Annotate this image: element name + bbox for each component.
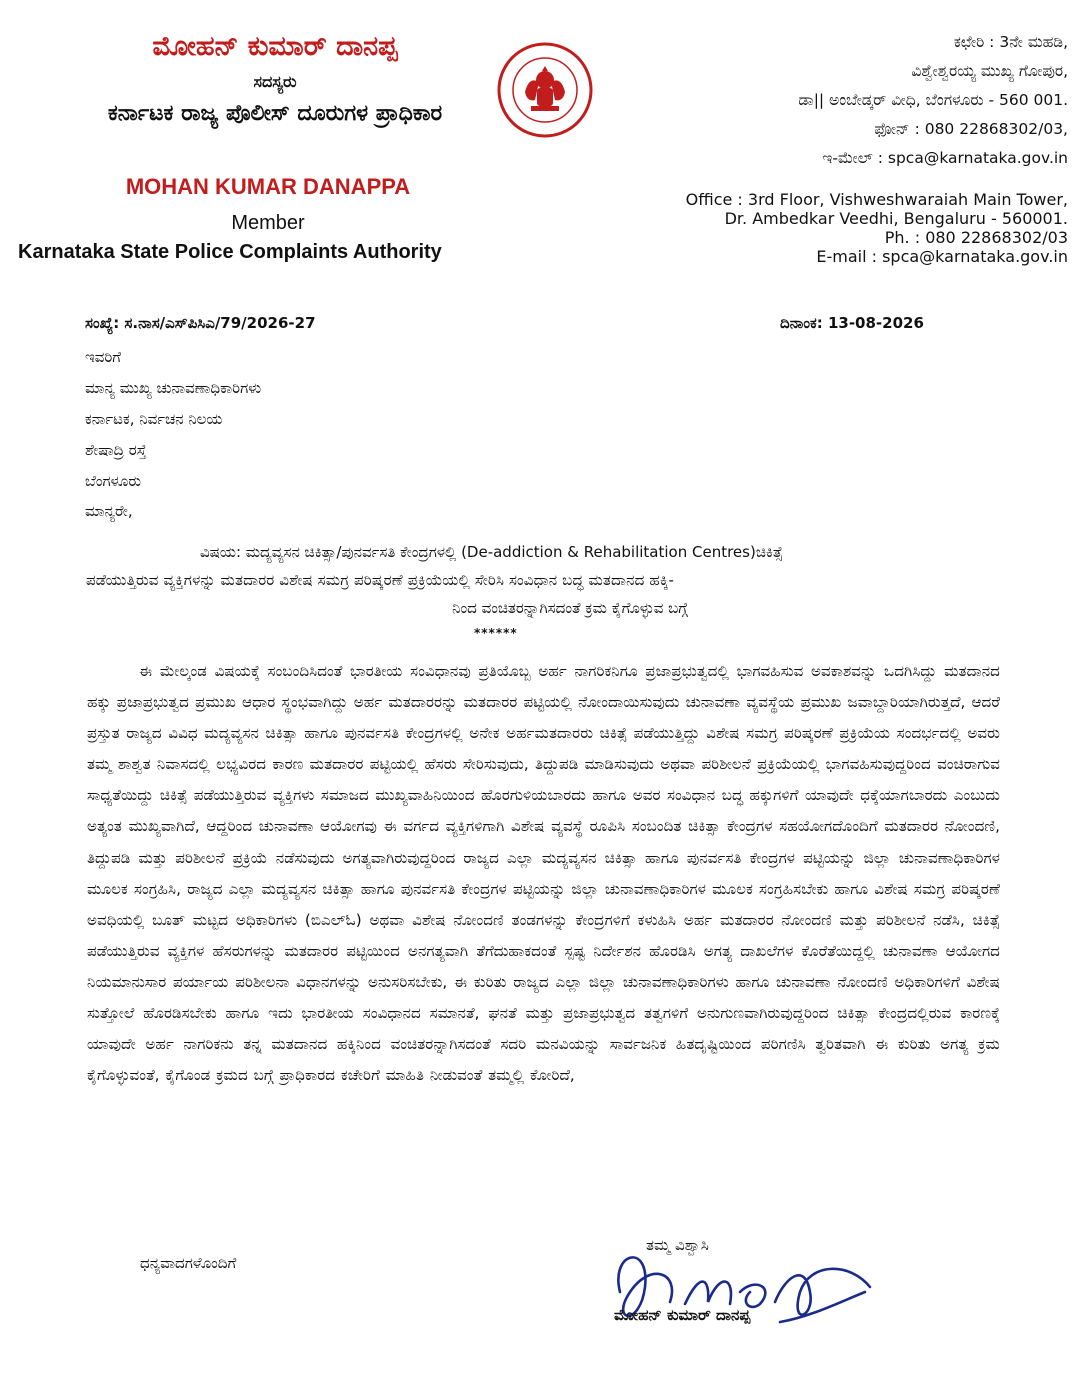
address-line: Dr. Ambedkar Veedhi, Bengaluru - 560001.: [724, 209, 1068, 228]
subject-line: ನಿಂದ ವಂಚಿತರನ್ನಾಗಿಸದಂತೆ ಕ್ರಮ ಕೈಗೊಳ್ಳುವ ಬಗ್ಗೆ: [452, 599, 688, 617]
member-name-kannada: ಮೋಹನ್ ಕುಮಾರ್ ದಾನಪ್ಪ: [152, 31, 398, 62]
email-line: E-mail : spca@karnataka.gov.in: [816, 247, 1068, 266]
email-line: ಇ-ಮೇಲ್ : spca@karnataka.gov.in: [822, 149, 1068, 167]
karnataka-emblem-icon: [495, 40, 595, 140]
phone-line: Ph. : 080 22868302/03: [884, 228, 1068, 247]
signature-icon: [590, 1232, 890, 1352]
address-line: ವಿಶ್ವೇಶ್ವರಯ್ಯ ಮುಖ್ಯ ಗೋಪುರ,: [911, 62, 1068, 80]
recipient-line: ಮಾನ್ಯ ಮುಖ್ಯ ಚುನಾವಣಾಧಿಕಾರಿಗಳು: [85, 379, 262, 397]
address-line: ಕಛೇರಿ : 3ನೇ ಮಹಡಿ,: [953, 33, 1068, 51]
closing-yours: ತಮ್ಮ ವಿಶ್ವಾಸಿ: [646, 1236, 709, 1254]
subject-line: ವಿಷಯ: ಮದ್ಯವ್ಯಸನ ಚಿಕಿತ್ಸಾ/ಪುನರ್ವಸತಿ ಕೇಂದ್ರಗಳಲ್ಲಿ (De-addiction & Rehabilitation Centres)ಚಿಕಿತ್ಸೆ: [200, 543, 783, 561]
letter-body: ಈ ಮೇಲ್ಕಂಡ ವಿಷಯಕ್ಕೆ ಸಂಬಂದಿಸಿದಂತೆ ಭಾರತೀಯ ಸಂವಿಧಾನವು ಪ್ರತಿಯೊಬ್ಬ ಅರ್ಹ ನಾಗರಿಕನಿಗೂ ಪ್ರಜಾಪ್ರಭುತ್ವದಲ್ಲಿ ಭಾಗವಹಿಸುವ ಅವಕಾಶವನ್ನು ಒದಗಿಸಿದ್ದು ಮತದಾನದ ಹಕ್ಕು ಪ್ರಜಾಪ್ರಭುತ್ವದ ಪ್ರಮುಖ ಆಧಾರ ಸ್ಥಂಭವಾಗಿದ್ದು ಅರ್ಹ ಮತದಾರರನ್ನು ಮತದಾರರ ಪಟ್ಟಿಯಲ್ಲಿ ನೋಂದಾಯಿಸುವುದು ಚುನಾವಣಾ ವ್ಯವಸ್ಥೆಯ ಪ್ರಮುಖ ಜವಾಬ್ದಾರಿಯಾಗಿರುತ್ತದೆ, ಆದರೆ ಪ್ರಸ್ತುತ ರಾಜ್ಯದ ವಿವಿಧ ಮದ್ಯವ್ಯಸನ ಚಿಕಿತ್ಸಾ ಹಾಗೂ ಪುನರ್ವಸತಿ ಕೇಂದ್ರಗಳಲ್ಲಿ ಅನೇಕ ಅರ್ಹಮತದಾರರು ಚಿಕಿತ್ಸೆ ಪಡೆಯುತ್ತಿದ್ದು ವಿಶೇಷ ಸಮಗ್ರ ಪರಿಷ್ಕರಣೆ ಪ್ರಕ್ರಿಯೆಯ ಸಂದರ್ಭದಲ್ಲಿ ಅವರು ತಮ್ಮ ಶಾಶ್ವತ ನಿವಾಸದಲ್ಲಿ ಲಭ್ಯವಿರದ ಕಾರಣ ಮತದಾರರ ಪಟ್ಟಿಯಲ್ಲಿ ಹೆಸರು ಸೇರಿಸುವುದು, ತಿದ್ದುಪಡಿ ಮಾಡಿಸುವುದು ಅಥವಾ ಪರಿಶೀಲನೆ ಪ್ರಕ್ರಿಯೆಯಲ್ಲಿ ಭಾಗವಹಿಸುವುದ್ದರಿಂದ ವಂಚಿರಾಗುವ ಸಾಧ್ಯತೆಯಿದ್ದು ಚಿಕಿತ್ಸೆ ಪಡೆಯುತ್ತಿರುವ ವ್ಯಕ್ತಿಗಳು ಸಮಾಜದ ಮುಖ್ಯವಾಹಿನಿಯಿಂದ ಹೊರಗುಳಿಯಬಾರದು ಹಾಗೂ ಅವರ ಸಂವಿಧಾನ ಬದ್ಧ ಹಕ್ಕುಗಳಿಗೆ ಯಾವುದೇ ಧಕ್ಕೆಯಾಗಬಾರದು ಎಂಬುದು ಅತ್ಯಂತ ಮುಖ್ಯವಾಗಿದೆ, ಆದ್ದರಿಂದ ಚುನಾವಣಾ ಆಯೋಗವು ಈ ವರ್ಗದ ವ್ಯಕ್ತಿಗಳಿಗಾಗಿ ವಿಶೇಷ ವ್ಯವಸ್ಥೆ ರೂಪಿಸಿ ಸಂಬಂದಿತ ಚಿಕಿತ್ಸಾ ಕೇಂದ್ರಗಳ ಸಹಯೋಗದೊಂದಿಗೆ ಮತದಾರರ ನೋಂದಣಿ, ತಿದ್ದುಪಡಿ ಮತ್ತು ಪರಿಶೀಲನೆ ಪ್ರಕ್ರಿಯೆ ನಡೆಸುವುದು ಅಗತ್ಯವಾಗಿರುವುದ್ದರಿಂದ ರಾಜ್ಯದ ಎಲ್ಲಾ ಮದ್ಯವ್ಯಸನ ಚಿಕಿತ್ಸಾ ಹಾಗೂ ಪುನರ್ವಸತಿ ಕೇಂದ್ರಗಳ ಪಟ್ಟಿಯನ್ನು ಜಿಲ್ಲಾ ಚುನಾವಣಾಧಿಕಾರಿಗಳ ಮೂಲಕ ಸಂಗ್ರಹಿಸಿ, ರಾಜ್ಯದ ಎಲ್ಲಾ ಮದ್ಯವ್ಯಸನ ಚಿಕಿತ್ಸಾ ಹಾಗೂ ಪುನರ್ವಸತಿ ಕೇಂದ್ರಗಳ ಪಟ್ಟಿಯನ್ನು ಜಿಲ್ಲಾ ಚುನಾವಣಾಧಿಕಾರಿಗಳ ಮೂಲಕ ಸಂಗ್ರಹಿಸಬೇಕು ಹಾಗೂ ವಿಶೇಷ ಸಮಗ್ರ ಪರಿಷ್ಕರಣೆ ಅವಧಿಯಲ್ಲಿ ಬೂತ್ ಮಟ್ಟದ ಅಧಿಕಾರಿಗಳು (ಬಿಎಲ್‌ಓ) ಅಥವಾ ವಿಶೇಷ ನೋಂದಣಿ ತಂಡಗಳನ್ನು ಕೇಂದ್ರಗಳಿಗೆ ಕಳುಹಿಸಿ ಅರ್ಹ ಮತದಾರರ ನೋಂದಣಿ ಮತ್ತು ಪರಿಶೀಲನೆ ನಡೆಸಿ, ಚಿಕಿತ್ಸೆ ಪಡೆಯುತ್ತಿರುವ ವ್ಯಕ್ತಿಗಳ ಹೆಸರುಗಳನ್ನು ಮತದಾರರ ಪಟ್ಟಿಯಿಂದ ಅನಗತ್ಯವಾಗಿ ತೆಗೆದುಹಾಕದಂತೆ ಸ್ಪಷ್ಟ ನಿರ್ದೇಶನ ಹೊರಡಿಸಿ ಅಗತ್ಯ ದಾಖಲೆಗಳ ಕೊರೆತೆಯಿದ್ದಲ್ಲಿ ಚುನಾವಣಾ ಆಯೋಗದ ನಿಯಮಾನುಸಾರ ಪರ್ಯಾಯ ಪರಿಶೀಲನಾ ವಿಧಾನಗಳನ್ನು ಅನುಸರಿಸಬೇಕು, ಈ ಕುರಿತು ರಾಜ್ಯದ ಎಲ್ಲಾ ಜಿಲ್ಲಾ ಚುನಾವಣಾಧಿಕಾರಿಗಳು ಹಾಗೂ ಚುನಾವಣಾ ನೋಂದಣಿ ಅಧಿಕಾರಿಗಳಿಗೆ ವಿಶೇಷ ಸುತ್ತೋಲೆ ಹೊರಡಿಸಬೇಕು ಹಾಗೂ ಇದು ಭಾರತೀಯ ಸಂವಿಧಾನದ ಸಮಾನತೆ, ಘನತೆ ಮತ್ತು ಪ್ರಜಾಪ್ರಭುತ್ವದ ತತ್ವಗಳಿಗೆ ಅನುಗುಣವಾಗಿರುವುದ್ದರಿಂದ ಚಿಕಿತ್ಸಾ ಕೇಂದ್ರದಲ್ಲಿರುವ ಕಾರಣಕ್ಕೆ ಯಾವುದೇ ಅರ್ಹ ನಾಗರಿಕನು ತನ್ನ ಮತದಾನದ ಹಕ್ಕಿನಿಂದ ವಂಚಿತರನ್ನಾಗಿಸದಂತೆ ಸದರಿ ಮನವಿಯನ್ನು ಸಾರ್ವಜನಿಕ ಹಿತದೃಷ್ಟಿಯಿಂದ ಪರಿಗಣಿಸಿ ತ್ವರಿತವಾಗಿ ಈ ಕುರಿತು ಅಗತ್ಯ ಕ್ರಮ ಕೈಗೊಳ್ಳುವಂತೆ, ಕೈಗೊಂಡ ಕ್ರಮದ ಬಗ್ಗೆ ಪ್ರಾಧಿಕಾರದ ಕಚೇರಿಗೆ ಮಾಹಿತಿ ನೀಡುವಂತೆ ತಮ್ಮಲ್ಲಿ ಕೋರಿದೆ,: [87, 662, 1000, 1085]
letterhead-kannada: [0, 30, 520, 132]
letterhead-english: [0, 172, 520, 266]
recipient-line: ಕರ್ನಾಟಕ, ನಿರ್ವಚನ ನಿಲಯ: [85, 410, 223, 428]
authority-name-english: Karnataka State Police Complaints Authority: [18, 241, 442, 263]
recipient-line: ಬೆಂಗಳೂರು: [85, 472, 142, 490]
salutation: ಮಾನ್ಯರೇ,: [85, 502, 133, 520]
address-line: ಡಾ|| ಅಂಬೇಡ್ಕರ್ ವೀಧಿ, ಬೆಂಗಳೂರು - 560 001.: [798, 91, 1068, 109]
member-title-english: Member: [231, 212, 305, 234]
address-english: [598, 190, 1068, 266]
separator: ******: [474, 626, 518, 640]
recipient-address: [85, 342, 261, 497]
letter-date: ದಿನಾಂಕ: 13-08-2026: [780, 314, 924, 332]
recipient-line: ಶೇಷಾದ್ರಿ ರಸ್ತೆ: [85, 441, 147, 459]
subject-block: [70, 538, 1030, 622]
reference-number: ಸಂಖ್ಯೆ: ಸ.ನಾಸ/ಎಸ್‌ಪಿಸಿಎ/79/2026-27: [85, 314, 316, 332]
phone-line: ಫೋನ್ : 080 22868302/03,: [874, 120, 1068, 138]
member-name-english: MOHAN KUMAR DANAPPA: [125, 174, 411, 199]
signer-name: ಮೋಹನ್ ಕುಮಾರ್ ದಾನಪ್ಪ: [614, 1306, 751, 1324]
authority-name-kannada: ಕರ್ನಾಟಕ ರಾಜ್ಯ ಪೊಲೀಸ್ ದೂರುಗಳ ಪ್ರಾಧಿಕಾರ: [107, 101, 443, 126]
recipient-line: ಇವರಿಗೆ: [85, 348, 122, 366]
address-line: Office : 3rd Floor, Vishweshwaraiah Main Tower,: [685, 190, 1068, 209]
closing-thanks: ಧನ್ಯವಾದಗಳೊಂದಿಗೆ: [140, 1254, 237, 1272]
address-kannada: [598, 28, 1068, 173]
member-title-kannada: ಸದಸ್ಯರು: [253, 72, 297, 91]
subject-line: ಪಡೆಯುತ್ತಿರುವ ವ್ಯಕ್ತಿಗಳನ್ನು ಮತದಾರರ ವಿಶೇಷ ಸಮಗ್ರ ಪರಿಷ್ಕರಣೆ ಪ್ರಕ್ರಿಯೆಯಲ್ಲಿ ಸೇರಿಸಿ ಸಂವಿಧಾನ ಬದ್ಧ ಮತದಾನದ ಹಕ್ಕಿ-: [86, 571, 675, 589]
